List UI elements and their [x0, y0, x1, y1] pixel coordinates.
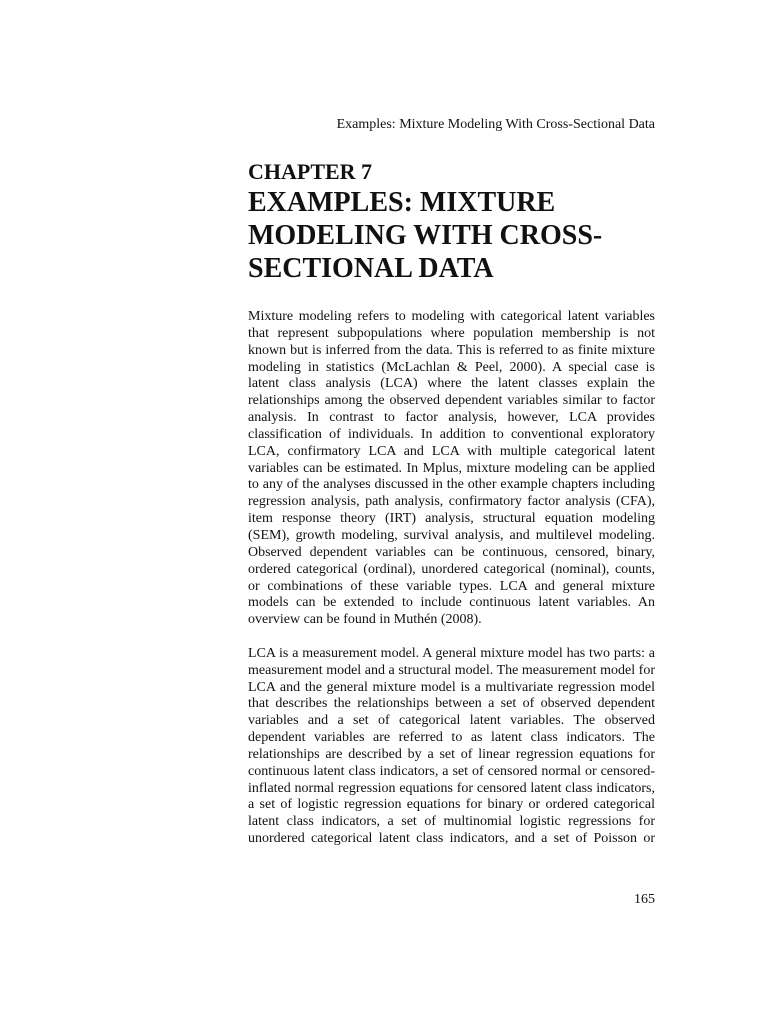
text-line: classification of individuals. In addition to conventional exploratory [248, 426, 655, 442]
running-header: Examples: Mixture Modeling With Cross-Sectional Data [336, 117, 655, 132]
paragraph-lca-measurement [248, 646, 655, 848]
text-line: latent class indicators, a set of multinomial logistic regressions for [248, 814, 655, 830]
text-line: relationships among the observed dependent variables similar to factor [248, 393, 655, 409]
text-line: Mixture modeling refers to modeling with categorical latent variables [248, 309, 655, 324]
text-line: models can be extended to include continuous latent variables. An [248, 595, 655, 611]
body-text [248, 309, 655, 848]
text-line: inflated normal regression equations for censored latent class indicators, [248, 780, 655, 796]
text-line: overview can be found in Muthén (2008). [248, 612, 482, 628]
page-number: 165 [634, 892, 655, 907]
text-line: variables can be estimated. In Mplus, mixture modeling can be applied [248, 460, 655, 476]
text-line: measurement model and a structural model. The measurement model for [248, 662, 655, 678]
text-line: to any of the analyses discussed in the other example chapters including [248, 477, 655, 493]
text-line: a set of logistic regression equations for binary or ordered categorical [248, 797, 655, 813]
text-line: continuous latent class indicators, a set of censored normal or censored- [248, 763, 655, 779]
text-line: analysis. In contrast to factor analysis, however, LCA provides [248, 410, 655, 426]
text-line: relationships are described by a set of linear regression equations for [248, 746, 655, 762]
text-line: LCA and the general mixture model is a multivariate regression model [248, 679, 655, 695]
text-line: item response theory (IRT) analysis, structural equation modeling [248, 511, 655, 527]
chapter-title-line: SECTIONAL DATA [248, 253, 494, 284]
text-line: modeling in statistics (McLachlan & Peel, 2000). A special case is [248, 359, 655, 375]
chapter-title [248, 186, 668, 285]
text-line: ordered categorical (ordinal), unordered categorical (nominal), counts, [248, 561, 655, 577]
text-line: LCA is a measurement model. A general mixture model has two parts: a [248, 645, 655, 661]
text-line: that represent subpopulations where population membership is not [248, 325, 655, 341]
text-line: dependent variables are referred to as latent class indicators. The [248, 730, 655, 746]
text-line: or combinations of these variable types. LCA and general mixture [248, 578, 655, 594]
text-line: that describes the relationships between a set of observed dependent [248, 696, 655, 712]
paragraph-mixture-modeling [248, 309, 655, 629]
text-line: latent class analysis (LCA) where the latent classes explain the [248, 376, 655, 392]
chapter-title-line: MODELING WITH CROSS- [248, 220, 603, 251]
text-line: (SEM), growth modeling, survival analysis, and multilevel modeling. [248, 527, 655, 543]
text-line: regression analysis, path analysis, confirmatory factor analysis (CFA), [248, 494, 655, 510]
text-line: variables and a set of categorical latent variables. The observed [248, 713, 655, 729]
chapter-label: CHAPTER 7 [248, 159, 373, 184]
text-line: unordered categorical latent class indicators, and a set of Poisson or [248, 831, 655, 847]
text-line: LCA, confirmatory LCA and LCA with multiple categorical latent [248, 443, 655, 459]
chapter-title-line: EXAMPLES: MIXTURE [248, 187, 556, 218]
text-line: known but is inferred from the data. This is referred to as finite mixture [248, 342, 655, 358]
text-line: Observed dependent variables can be continuous, censored, binary, [248, 544, 655, 560]
